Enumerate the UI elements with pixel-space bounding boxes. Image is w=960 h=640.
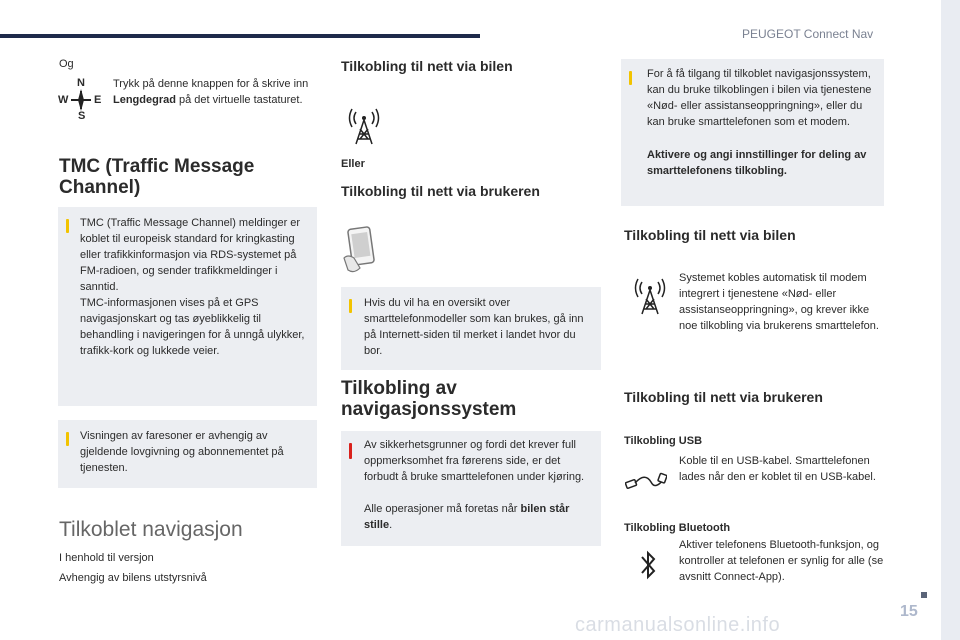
user-info-box (341, 287, 601, 370)
usb-label: Tilkobling USB (624, 435, 703, 447)
compass-n: N (77, 77, 85, 89)
og-text: Og (59, 58, 74, 70)
version-line: I henhold til versjon (59, 552, 154, 564)
page-number: 15 (900, 603, 918, 620)
usb-cable-icon (625, 468, 667, 498)
running-header: PEUGEOT Connect Nav (742, 27, 874, 41)
tmc-info-2: TMC-informasjonen vises på et GPS navigasjonskart og tas øyeblikkelig til behandling i navigeringen for å unngå ulykker, trafikk-kork og lukkede veier. (80, 297, 305, 357)
watermark: carmanualsonline.info (575, 614, 781, 636)
smartphone-hand-icon (342, 224, 382, 276)
warning-icon (349, 443, 352, 459)
tmc-heading: TMC (Traffic Message Channel) (59, 156, 255, 198)
user-info-text: Hvis du vil ha en oversikt over smarttelefonmodeller som kan brukes, gå inn på Internett-siden til merket i landet hvor du bor. (364, 297, 584, 357)
page-edge-strip (941, 0, 960, 640)
compass-icon (58, 77, 104, 123)
col3-car-heading: Tilkobling til nett via bilen (624, 227, 796, 243)
tmc-info-3: Visningen av faresoner er avhengig av gjeldende lovgivning og abonnementet på tjenesten. (80, 430, 284, 474)
info-bar (66, 432, 69, 446)
access-info-box (621, 59, 884, 206)
car-connection-text: Systemet kobles automatisk til modem integrert i tjenestene «Nød- eller assistanseoppringning», og krever ikke noe tilkobling via brukerens smarttelefon. (679, 272, 879, 332)
antenna-icon (633, 276, 667, 316)
tmc-info-box (58, 207, 317, 406)
nav-system-heading: Tilkobling av navigasjonssystem (341, 378, 517, 420)
info-bar (66, 219, 69, 233)
hazard-info-box (58, 420, 317, 488)
compass-s: S (78, 110, 86, 122)
connected-nav-heading: Tilkoblet navigasjon (59, 518, 243, 541)
usb-text: Koble til en USB-kabel. Smarttelefonen lades når den er koblet til en USB-kabel. (679, 455, 876, 483)
access-info-bold: Aktivere og angi innstillinger for deling av smarttelefonens tilkobling. (647, 149, 867, 177)
info-bar (629, 71, 632, 85)
compass-e: E (94, 94, 102, 106)
col2-car-heading: Tilkobling til nett via bilen (341, 58, 513, 74)
bluetooth-icon (638, 548, 658, 582)
tmc-info-1: TMC (Traffic Message Channel) meldinger er koblet til europeisk standard for kringkasting eller trafikkinformasjon via RDS-systemet på FM-radioen, og sender trafikkmeldinger i sanntid. (80, 217, 301, 293)
col2-user-heading: Tilkobling til nett via brukeren (341, 183, 540, 199)
col3-user-heading: Tilkobling til nett via brukeren (624, 389, 823, 405)
bluetooth-text: Aktiver telefonens Bluetooth-funksjon, og kontroller at telefonen er synlig for alle (se avsnitt Connect-App). (679, 539, 884, 583)
info-bar (349, 299, 352, 313)
antenna-icon (347, 106, 381, 146)
equipment-line: Avhengig av bilens utstyrsnivå (59, 572, 207, 584)
page-marker (921, 592, 927, 598)
compass-w: W (58, 94, 69, 106)
warning-text-2: Alle operasjoner må foretas når bilen står stille. (364, 503, 570, 531)
top-rule (0, 34, 480, 38)
eller-text: Eller (341, 158, 365, 170)
access-info-text: For å få tilgang til tilkoblet navigasjonssystem, kan du bruke tilkoblingen i bilen via tjenestene «Nød- eller assistanseoppringning», eller du kan bruke smarttelefonen som et modem. (647, 68, 872, 128)
bluetooth-label: Tilkobling Bluetooth (624, 522, 731, 534)
warning-box (341, 431, 601, 546)
warning-text-1: Av sikkerhetsgrunner og fordi det krever full oppmerksomhet fra førerens side, er det forbudt å bruke smarttelefonen under kjøring. (364, 439, 585, 483)
longitude-instruction: Trykk på denne knappen for å skrive inn Lengdegrad på det virtuelle tastaturet. (113, 78, 309, 106)
